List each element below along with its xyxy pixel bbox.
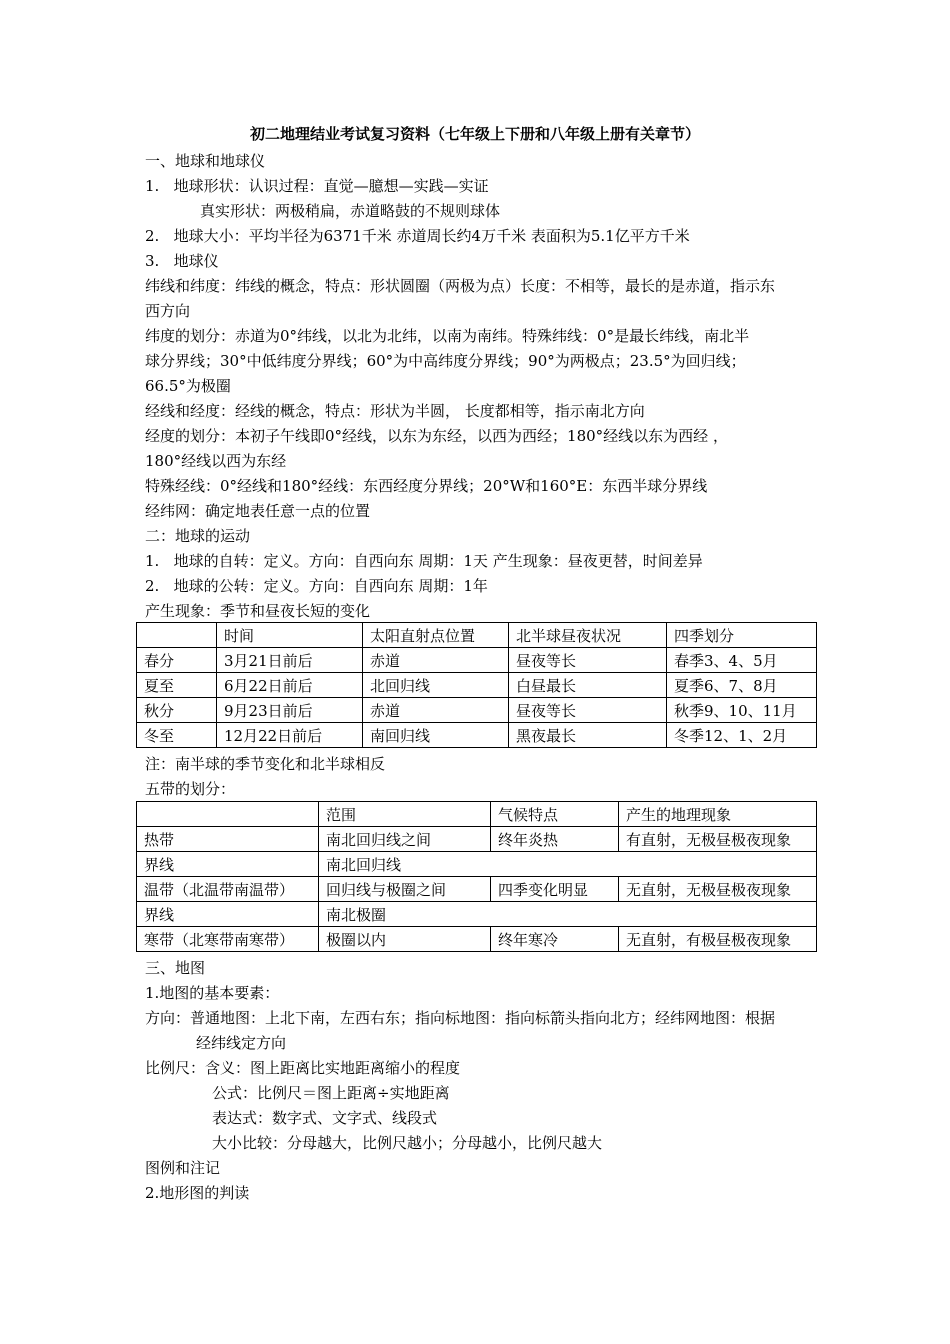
text-line: 真实形状：两极稍扁，赤道略鼓的不规则球体 <box>200 202 501 220</box>
text-line: 比例尺：含义：图上距离比实地距离缩小的程度 <box>145 1059 461 1077</box>
table-cell: 南回归线 <box>363 723 509 748</box>
table-cell: 北回归线 <box>363 673 509 698</box>
table-cell: 寒带（北寒带南寒带） <box>137 927 319 952</box>
document-title: 初二地理结业考试复习资料（七年级上下册和八年级上册有关章节） <box>249 125 700 143</box>
text-line: 经纬线定方向 <box>196 1034 287 1052</box>
table-row <box>137 877 817 902</box>
table-row <box>137 927 817 952</box>
table-cell: 终年寒冷 <box>491 927 619 952</box>
table-cell: 春分 <box>137 648 217 673</box>
table-header-cell <box>137 802 319 827</box>
table-cell: 白昼最长 <box>509 673 667 698</box>
table-row <box>137 852 817 877</box>
text-line: 西方向 <box>145 302 191 320</box>
text-line: 1. 地球的自转：定义。方向：自西向东 周期：1天 产生现象：昼夜更替，时间差异 <box>145 552 703 570</box>
text-line: 1.地图的基本要素： <box>145 984 280 1002</box>
table-cell: 黑夜最长 <box>509 723 667 748</box>
table-cell: 春季3、4、5月 <box>667 648 817 673</box>
zone-table <box>136 801 817 952</box>
table-cell: 秋季9、10、11月 <box>667 698 817 723</box>
table-header-cell: 北半球昼夜状况 <box>509 623 667 648</box>
text-line: 2. 地球的公转：定义。方向：自西向东 周期：1年 <box>145 577 488 595</box>
text-line: 2.地形图的判读 <box>145 1184 250 1202</box>
table-cell: 南北回归线之间 <box>319 827 491 852</box>
text-line: 大小比较：分母越大，比例尺越小；分母越小，比例尺越大 <box>212 1134 603 1152</box>
table-row <box>137 827 817 852</box>
text-line: 180°经线以西为东经 <box>145 452 287 470</box>
text-line: 表达式：数字式、文字式、线段式 <box>212 1109 438 1127</box>
table-header-cell: 范围 <box>319 802 491 827</box>
table-cell: 界线 <box>137 902 319 927</box>
table-cell: 9月23日前后 <box>217 698 363 723</box>
table-cell: 昼夜等长 <box>509 648 667 673</box>
text-line: 经线和经度：经线的概念，特点：形状为半圆， 长度都相等，指示南北方向 <box>145 402 645 420</box>
table-cell: 南北回归线 <box>319 852 817 877</box>
text-line: 3. 地球仪 <box>145 252 219 270</box>
table-cell: 界线 <box>137 852 319 877</box>
table-cell: 四季变化明显 <box>491 877 619 902</box>
text-line: 2. 地球大小：平均半径为6371千米 赤道周长约4万千米 表面积为5.1亿平方千米 <box>145 227 690 245</box>
table-header-cell: 四季划分 <box>667 623 817 648</box>
table-cell: 无直射，无极昼极夜现象 <box>619 877 817 902</box>
text-line: 球分界线；30°中低纬度分界线；60°为中高纬度分界线；90°为两极点；23.5°为回归线； <box>145 352 746 370</box>
section-heading-motion: 二：地球的运动 <box>145 527 251 545</box>
table-header-row <box>137 623 817 648</box>
text-line: 产生现象：季节和昼夜长短的变化 <box>145 602 371 620</box>
note-line: 注：南半球的季节变化和北半球相反 <box>145 755 386 773</box>
table-cell: 赤道 <box>363 648 509 673</box>
zone-heading: 五带的划分： <box>145 780 236 798</box>
table-cell: 回归线与极圈之间 <box>319 877 491 902</box>
table-cell: 冬季12、1、2月 <box>667 723 817 748</box>
table-cell: 3月21日前后 <box>217 648 363 673</box>
table-header-cell: 时间 <box>217 623 363 648</box>
season-table <box>136 622 817 748</box>
table-row <box>137 698 817 723</box>
table-row <box>137 902 817 927</box>
table-cell: 极圈以内 <box>319 927 491 952</box>
table-row <box>137 673 817 698</box>
table-cell: 南北极圈 <box>319 902 817 927</box>
table-cell: 热带 <box>137 827 319 852</box>
table-header-row <box>137 802 817 827</box>
table-cell: 夏季6、7、8月 <box>667 673 817 698</box>
table-cell: 有直射，无极昼极夜现象 <box>619 827 817 852</box>
table-cell: 赤道 <box>363 698 509 723</box>
table-cell: 无直射，有极昼极夜现象 <box>619 927 817 952</box>
table-row <box>137 723 817 748</box>
table-cell: 终年炎热 <box>491 827 619 852</box>
table-cell: 昼夜等长 <box>509 698 667 723</box>
table-cell: 冬至 <box>137 723 217 748</box>
table-header-cell: 产生的地理现象 <box>619 802 817 827</box>
text-line: 公式：比例尺＝图上距离÷实地距离 <box>212 1084 450 1102</box>
text-line: 经度的划分：本初子午线即0°经线，以东为东经，以西为西经；180°经线以东为西经 ， <box>145 427 728 445</box>
table-header-cell <box>137 623 217 648</box>
section-heading-earth: 一、地球和地球仪 <box>145 152 266 170</box>
table-row <box>137 648 817 673</box>
table-cell: 秋分 <box>137 698 217 723</box>
text-line: 1. 地球形状：认识过程：直觉—臆想—实践—实证 <box>145 177 489 195</box>
table-header-cell: 气候特点 <box>491 802 619 827</box>
text-line: 纬线和纬度：纬线的概念，特点：形状圆圈（两极为点）长度：不相等，最长的是赤道，指示东 <box>145 277 776 295</box>
table-header-cell: 太阳直射点位置 <box>363 623 509 648</box>
table-cell: 夏至 <box>137 673 217 698</box>
table-cell: 温带（北温带南温带） <box>137 877 319 902</box>
table-cell: 12月22日前后 <box>217 723 363 748</box>
section-heading-map: 三、地图 <box>145 959 206 977</box>
text-line: 图例和注记 <box>145 1159 221 1177</box>
table-cell: 6月22日前后 <box>217 673 363 698</box>
text-line: 66.5°为极圈 <box>145 377 231 395</box>
text-line: 经纬网：确定地表任意一点的位置 <box>145 502 371 520</box>
text-line: 纬度的划分：赤道为0°纬线，以北为北纬，以南为南纬。特殊纬线：0°是最长纬线，南北半 <box>145 327 750 345</box>
text-line: 特殊经线：0°经线和180°经线：东西经度分界线；20°W和160°E：东西半球分界线 <box>145 477 708 495</box>
text-line: 方向：普通地图：上北下南，左西右东；指向标地图：指向标箭头指向北方；经纬网地图：根据 <box>145 1009 776 1027</box>
